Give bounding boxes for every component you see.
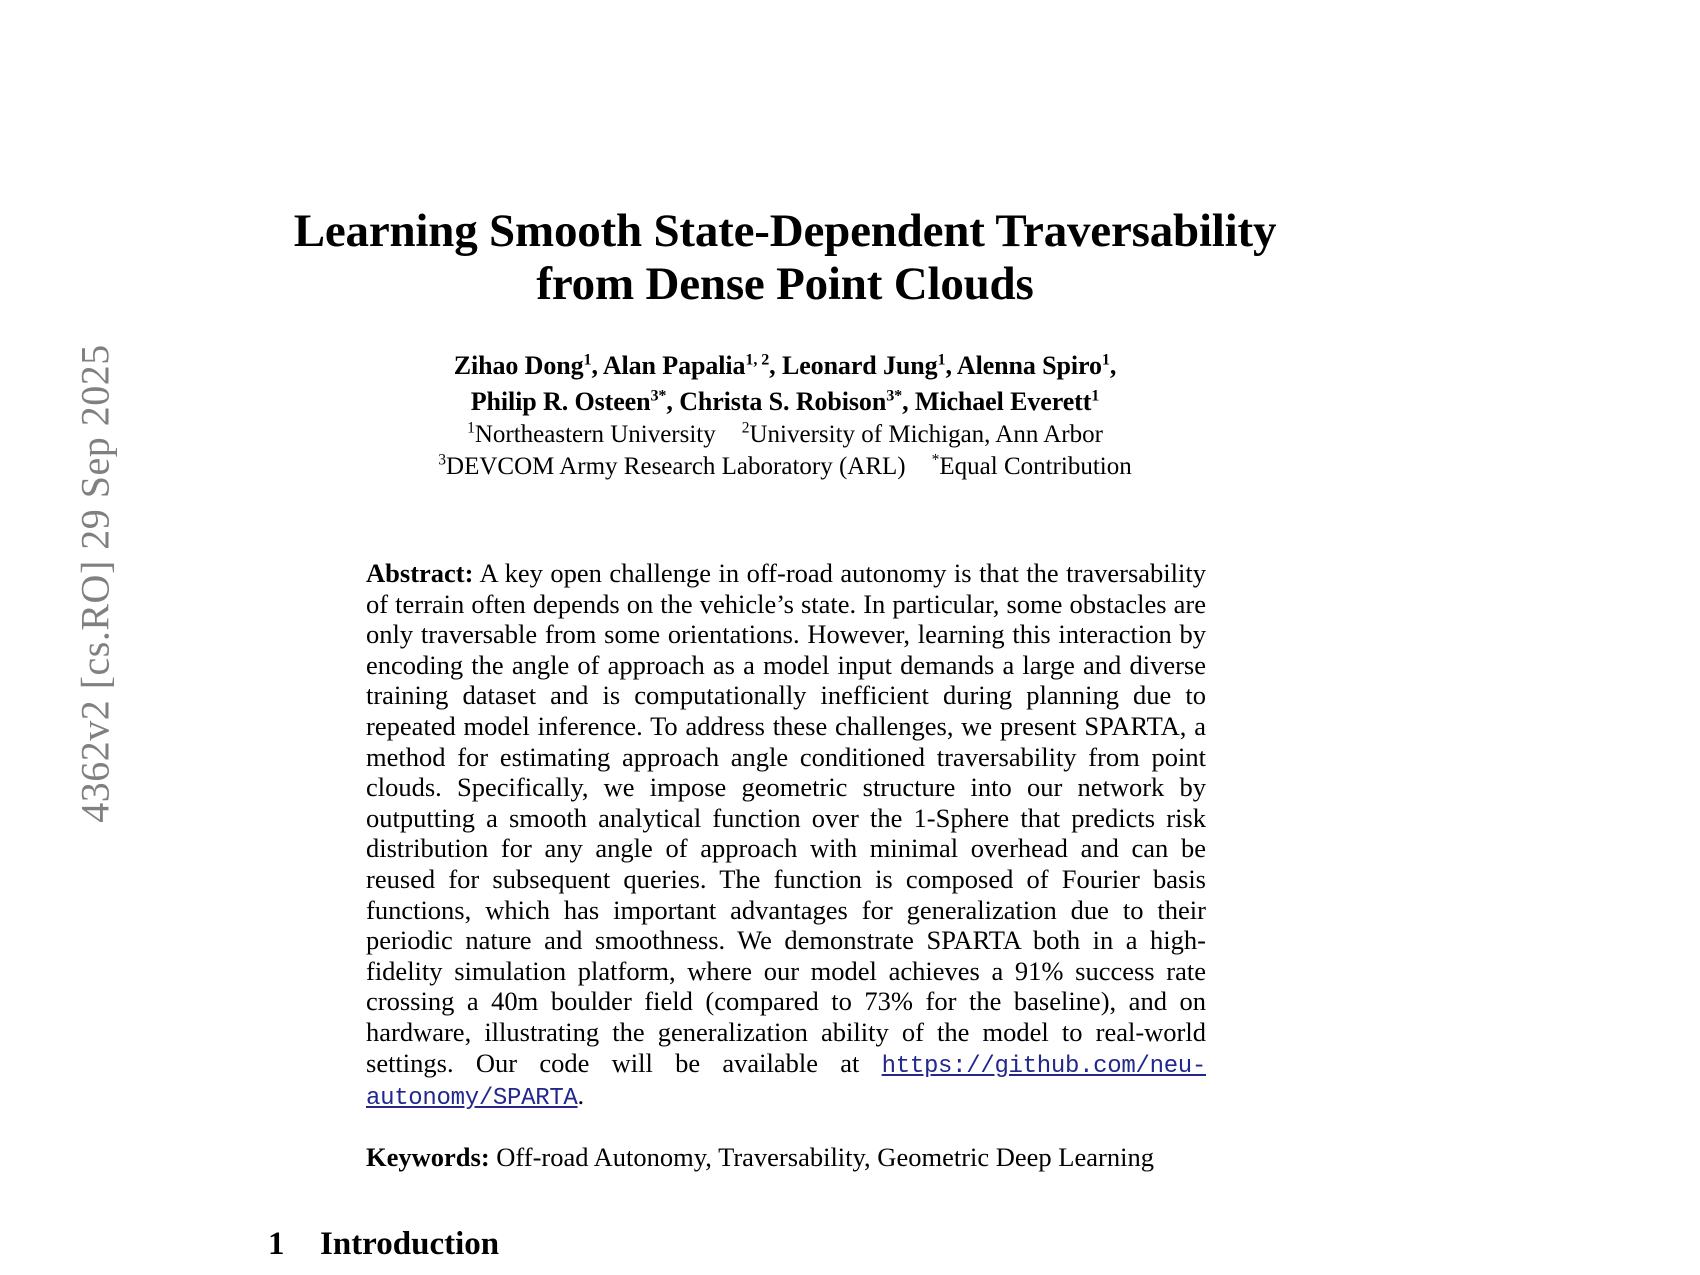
- author-affiliation-marker: 1: [1101, 351, 1110, 369]
- affiliation-text: Equal Contribution: [939, 452, 1132, 480]
- author-entry: [679, 387, 915, 416]
- author-line-1: [290, 348, 1280, 384]
- section-number: 1: [268, 1226, 285, 1262]
- author-name: Zihao Dong: [453, 351, 584, 380]
- author-entry: [454, 351, 603, 380]
- author-separator: ,: [1109, 351, 1117, 380]
- affiliation-marker: 1: [467, 419, 475, 437]
- author-entry: [471, 387, 679, 416]
- author-separator: ,: [666, 386, 680, 416]
- author-entry: [603, 351, 782, 380]
- affiliation-text: University of Michigan, Ann Arbor: [749, 421, 1103, 449]
- paper-title-line-2: from Dense Point Clouds: [536, 257, 1034, 310]
- keywords-block: [366, 1142, 1206, 1172]
- affiliation-entry: [932, 453, 1132, 480]
- author-entry: [915, 387, 1099, 416]
- author-separator: ,: [945, 351, 957, 380]
- keywords-label: Keywords:: [366, 1142, 490, 1172]
- abstract-paragraph: [366, 558, 1206, 1113]
- affiliation-marker: 2: [741, 419, 750, 437]
- author-affiliation-marker: 1: [937, 351, 946, 369]
- abstract-body-tail: .: [577, 1080, 585, 1111]
- paper-title-line-1: Learning Smooth State-Dependent Traversability: [293, 205, 1277, 257]
- page-title: [290, 205, 1280, 310]
- abstract-block: [366, 558, 1206, 1113]
- author-name: Philip R. Osteen: [470, 386, 651, 416]
- affiliation-marker: *: [931, 451, 940, 469]
- section-title: Introduction: [320, 1226, 500, 1262]
- author-affiliation-marker: 3*: [650, 386, 667, 404]
- keywords-paragraph: [366, 1142, 1206, 1172]
- affiliation-text: Northeastern University: [474, 421, 716, 449]
- author-affiliation-marker: 1: [583, 351, 592, 369]
- author-entry: [957, 351, 1116, 380]
- affiliation-line-2: [290, 451, 1280, 483]
- author-separator: ,: [902, 386, 915, 416]
- author-affiliation-marker: 3*: [886, 386, 903, 404]
- affiliation-line-1: [290, 419, 1280, 451]
- abstract-label: Abstract:: [366, 558, 474, 588]
- code-repository-link[interactable]: https://github.com/neu-autonomy/SPARTA: [366, 1052, 1206, 1113]
- affiliation-marker: 3: [438, 451, 447, 469]
- section-heading-introduction: [268, 1226, 1208, 1263]
- author-name: Alan Papalia: [602, 351, 746, 380]
- affiliation-entry: [742, 421, 1103, 448]
- arxiv-identifier-stamp: 4362v2 [cs.RO] 29 Sep 2025: [72, 344, 118, 823]
- title-block: [290, 205, 1280, 310]
- keywords-text: Off-road Autonomy, Traversability, Geometric Deep Learning: [496, 1142, 1154, 1172]
- author-name: Christa S. Robison: [679, 386, 887, 416]
- abstract-body-text: A key open challenge in off-road autonomy is that the traversability of terrain often depends on the vehicle’s state. In particular, some obstacles are only traversable from some orientations. However, learning this interaction by encoding the angle of approach as a model input demands a large and diverse training dataset and is computationally inefficient during planning due to repeated model inference. To address these challenges, we present SPARTA, a method for estimating approach angle conditioned traversability from point clouds. Specifically, we impose geometric structure into our network by outputting a smooth analytical function over the 1-Sphere that predicts risk distribution for any angle of approach with minimal overhead and can be reused for subsequent queries. The function is composed of Fourier basis functions, which has important advantages for generalization due to their periodic nature and smoothness. We demonstrate SPARTA both in a high-fidelity simulation platform, where our model achieves a 91% success rate crossing a 40m boulder field (compared to 73% for the baseline), and on hardware, illustrating the generalization ability of the model to real-world settings. Our code will be available at: [366, 558, 1206, 1078]
- author-line-2: [290, 384, 1280, 420]
- author-name: Michael Everett: [914, 386, 1092, 416]
- author-separator: ,: [591, 351, 603, 380]
- affiliation-entry: [438, 453, 905, 480]
- author-name: Leonard Jung: [781, 351, 938, 380]
- affiliation-text: DEVCOM Army Research Laboratory (ARL): [446, 452, 906, 480]
- affiliation-entry: [467, 421, 716, 448]
- author-affiliation-marker: 1: [1091, 386, 1100, 404]
- author-entry: [782, 351, 957, 380]
- author-name: Alenna Spiro: [956, 351, 1102, 380]
- author-affiliation-marker: 1, 2: [745, 351, 770, 369]
- author-separator: ,: [769, 351, 782, 380]
- author-block: [290, 348, 1280, 482]
